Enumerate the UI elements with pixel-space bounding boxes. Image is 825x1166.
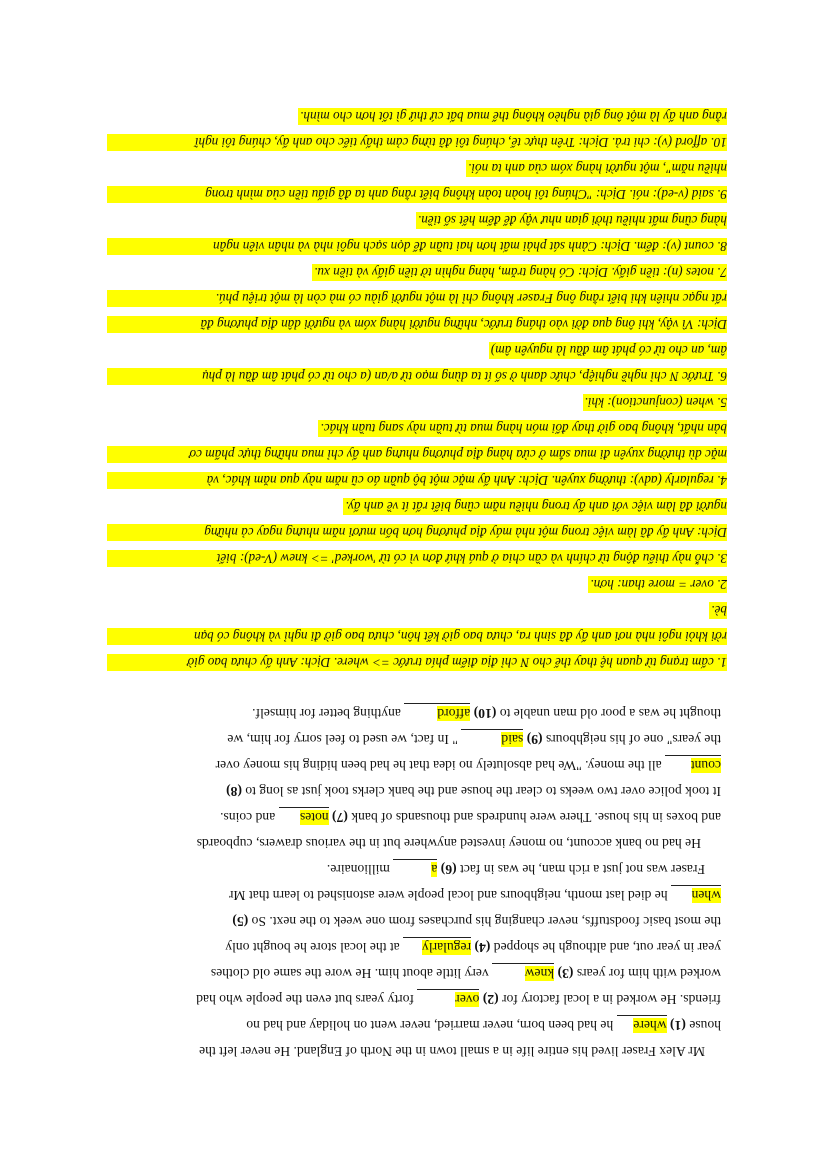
- answer-blank: [393, 859, 437, 878]
- passage-line: when he died last month, neighbours and local people were astonished to learn that Mr: [229, 885, 721, 904]
- answer-blank: [617, 1015, 667, 1034]
- answer-4: regularly: [422, 940, 472, 955]
- answer-2: over: [455, 992, 480, 1007]
- passage-line: house (1) where he had been born, never married, never went on holiday and had no: [246, 1015, 721, 1034]
- note-line: nhiều năm", một người hàng xóm của anh ta nói.: [468, 161, 727, 176]
- passage-line: count all the money. "We had absolutely no idea that he had been hiding his money over: [216, 755, 721, 774]
- note-line: Dịch: Anh ấy đã làm việc trong một nhà máy địa phương hơn bốn mươi năm nhưng ngay cả những: [107, 524, 727, 541]
- question-number: (5): [232, 914, 249, 929]
- passage-line: friends. He worked in a local factory for (2) over forty years but even the people who had: [196, 989, 721, 1008]
- answer-blank: [492, 963, 554, 982]
- question-number: (1): [670, 1018, 686, 1033]
- note-line: 3. chỗ này thiếu động từ chính và cần chia ở quá khứ đơn vì có từ 'worked' => knew (V-ed): biết: [107, 550, 727, 567]
- answer-blank: [279, 807, 329, 826]
- note-line: rời khỏi ngôi nhà nơi anh ấy đã sinh ra, chưa bao giờ kết hôn, chưa bao giờ đi nghỉ và không có bạn: [107, 628, 727, 645]
- note-line: Dịch: Vì vậy, khi ông qua đời vào tháng trước, những người hàng xóm và người dân địa phương đã: [107, 316, 727, 333]
- note-line: 10. afford (v): chi trả. Dịch: Trên thực tế, chúng tôi đã từng cảm thấy tiếc cho anh ấy, chúng tôi nghĩ: [107, 134, 727, 151]
- note-line: hàng cũng mất nhiều thời gian như vậy để đếm hết số tiền.: [417, 213, 727, 228]
- answer-blank: [671, 885, 721, 904]
- note-line: bản nhất, không bao giờ thay đổi món hàng mua từ tuần này sang tuần khác.: [320, 421, 727, 436]
- note-line: 7. notes (n): tiền giấy. Dịch: Có hàng trăm, hàng nghìn tờ tiền giấy và tiền xu.: [314, 265, 727, 280]
- answer-blank: [665, 755, 721, 774]
- answer-blank: [404, 703, 470, 722]
- answer-blank: [403, 937, 471, 956]
- question-number: (7): [332, 810, 348, 825]
- note-line: rằng anh ấy là một ông già nghèo không thể mua bất cứ thứ gì tốt hơn cho mình.: [300, 109, 727, 124]
- note-line: 2. over = more than: hơn.: [590, 577, 727, 592]
- question-number: (2): [482, 992, 499, 1007]
- answer-5: when: [691, 888, 721, 903]
- passage-line: and boxes in his house. There were hundreds and thousands of bank (7) notes and coins.: [220, 807, 721, 826]
- question-number: (9): [526, 732, 543, 747]
- answer-10: afford: [437, 706, 471, 721]
- answer-9: said: [501, 732, 524, 747]
- passage-line: Mr Alex Fraser lived his entire life in a small town in the North of England. He never left the: [199, 1044, 705, 1059]
- passage-line: the most basic foodstuffs, never changing his purchases from one week to the next. So (5): [232, 914, 721, 929]
- note-line: mặc dù thường xuyên đi mua sắm ở cửa hàng địa phương nhưng anh ấy chỉ mua những thực phẩm cơ: [107, 446, 727, 463]
- passage-line: Fraser was not just a rich man, he was in fact (6) a millionaire.: [327, 859, 705, 878]
- answer-3: knew: [524, 966, 555, 981]
- note-line: 9. said (v-ed): nói. Dịch: "Chúng tôi hoàn toàn không biết rằng anh ta đã giấu tiền của mình trong: [107, 186, 727, 203]
- question-number: (10): [473, 706, 497, 721]
- passage-line: the years" one of his neighbours (9) said " In fact, we used to feel sorry for him, we: [227, 729, 721, 748]
- note-line: 1. cấm trạng từ quan hệ thay thế cho N chỉ địa điểm phía trước => where. Dịch: Anh ấy chưa bao giờ: [107, 654, 727, 671]
- answer-6: a: [431, 862, 438, 877]
- question-number: (8): [226, 784, 242, 799]
- note-line: 4. regularly (adv): thường xuyên. Dịch: Anh ấy mặc một bộ quần áo cũ năm này qua năm khác, và: [107, 472, 727, 489]
- question-number: (4): [474, 940, 491, 955]
- note-line: người đã làm việc với anh ấy trong nhiều năm cũng biết rất ít về anh ấy.: [345, 499, 727, 514]
- question-number: (3): [557, 966, 574, 981]
- note-line: bè.: [711, 603, 727, 618]
- note-line: âm, an cho từ có phát âm đầu là nguyên âm): [490, 343, 727, 358]
- passage-line: He had no bank account, no money invested anywhere but in the various drawers, cupboards: [196, 836, 701, 851]
- note-line: rất ngạc nhiên khi biết rằng ông Fraser không chỉ là một người giàu có mà còn là một triệu phú.: [107, 290, 727, 307]
- note-line: 8. count (v): đếm. Dịch: Cảnh sát phải mất hơn hai tuần để dọn sạch ngôi nhà và nhân viên ngân: [107, 238, 727, 255]
- answer-8: count: [690, 758, 721, 773]
- note-line: 6. Trước N chỉ nghề nghiệp, chức danh ở số ít ta dùng mạo từ a/an (a cho từ có phát âm đầu là phụ: [107, 368, 727, 385]
- answer-7: notes: [299, 810, 329, 825]
- question-number: (6): [440, 862, 457, 877]
- passage-line: year in year out, and although he shopped (4) regularly at the local store he bought only: [225, 937, 721, 956]
- answer-blank: [417, 989, 479, 1008]
- answer-1: where: [633, 1018, 667, 1033]
- note-line: 5. when (conjunction): khi.: [584, 395, 727, 410]
- passage-line: thought he was a poor old man unable to (10) afford anything better for himself.: [252, 703, 721, 722]
- answer-blank: [461, 729, 523, 748]
- passage-line: It took police over two weeks to clear the house and the bank clerks took just as long to (8): [226, 784, 721, 799]
- passage-line: worked with him for years (3) knew very little about him. He wore the same old clothes: [211, 963, 721, 982]
